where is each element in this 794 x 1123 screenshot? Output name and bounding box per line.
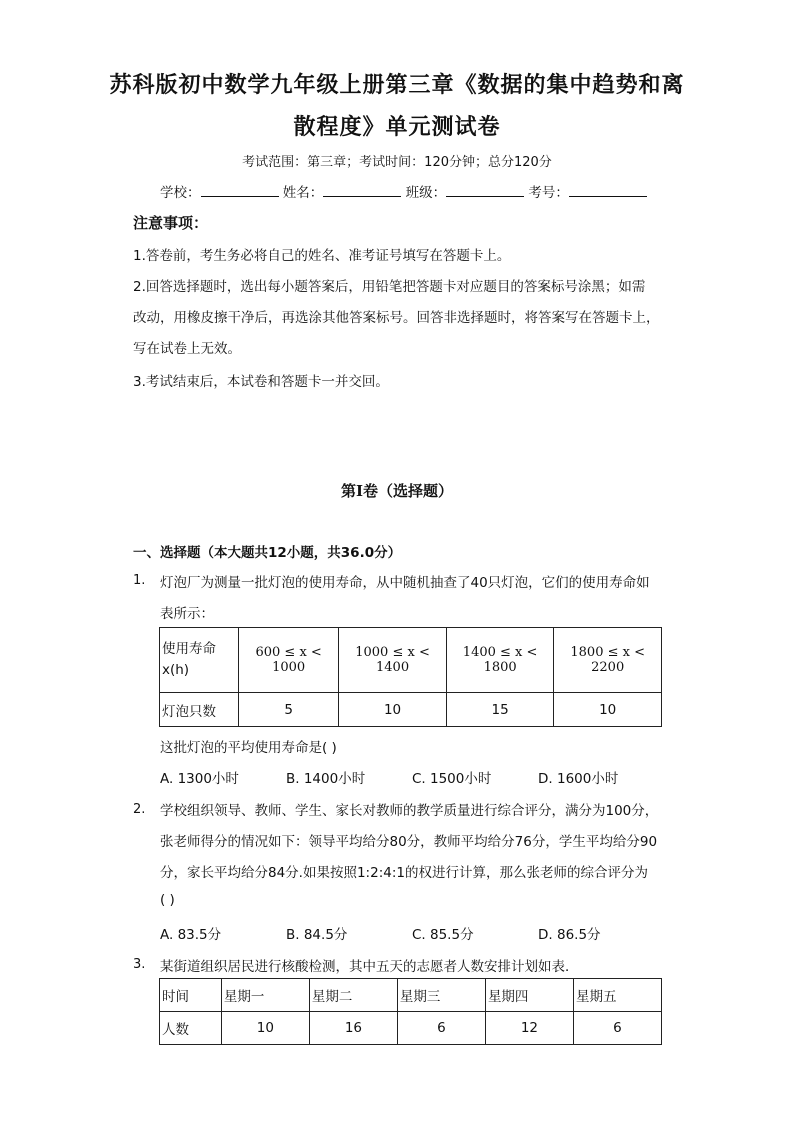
table-header-cell: 星期四 [485,979,573,1012]
exam-info: 考试范围：第三章；考试时间：120分钟；总分120分 [242,155,552,170]
question-2-option-a[interactable]: A. 83.5分 [160,927,222,943]
table-count-cell: 5 [239,693,339,727]
table-header-cell: 星期一 [221,979,309,1012]
question-1-line1: 灯泡厂为测量一批灯泡的使用寿命，从中随机抽查了40只灯泡，它们的使用寿命如 [160,575,650,591]
table-range-cell: 600 ≤ x < 1000 [239,628,339,693]
notice-item-2-line2: 改动，用橡皮擦干净后，再选涂其他答案标号。回答非选择题时，将答案写在答题卡上， [133,310,660,326]
field-id-label: 考号： [528,185,569,201]
field-school-blank[interactable] [201,182,279,197]
question-1-table [159,627,662,727]
document-title-line1: 苏科版初中数学九年级上册第三章《数据的集中趋势和离 [109,72,685,98]
field-name-label: 姓名： [282,185,324,201]
notice-item-3: 3.考试结束后，本试卷和答题卡一并交回。 [133,374,389,390]
part-title: 第I卷（选择题） [340,482,454,500]
question-1-line2: 表所示： [160,606,214,622]
question-2-option-d[interactable]: D. 86.5分 [538,927,601,943]
table-value-cell: 6 [397,1012,485,1045]
table-header-cell: 星期二 [309,979,397,1012]
document-title-line2: 散程度》单元测试卷 [293,114,501,140]
question-1-option-c[interactable]: C. 1500小时 [412,771,492,787]
question-3-table [159,978,662,1045]
field-id-blank[interactable] [569,182,647,197]
question-1-option-b[interactable]: B. 1400小时 [286,771,366,787]
table-value-cell: 16 [309,1012,397,1045]
table-value-cell: 12 [485,1012,573,1045]
table-range-cell: 1000 ≤ x < 1400 [339,628,447,693]
notice-item-1: 1.答卷前，考生务必将自己的姓名、准考证号填写在答题卡上。 [133,248,511,264]
question-3-number: 3. [133,957,146,972]
table-count-cell: 10 [339,693,447,727]
question-2-line1: 学校组织领导、教师、学生、家长对教师的教学质量进行综合评分，满分为100分， [160,803,659,819]
table-row-label: 灯泡只数 [160,693,239,727]
table-header-cell: 时间 [160,979,222,1012]
question-1-prompt: 这批灯泡的平均使用寿命是( ) [160,740,337,756]
table-row-label: 人数 [160,1012,222,1045]
table-value-cell: 10 [221,1012,309,1045]
notice-heading: 注意事项： [133,214,209,232]
table-header-label: 使用寿命x(h) [160,628,239,693]
question-3-text: 某街道组织居民进行核酸检测，其中五天的志愿者人数安排计划如表． [160,959,579,975]
question-1-option-a[interactable]: A. 1300小时 [160,771,239,787]
question-1-option-d[interactable]: D. 1600小时 [538,771,619,787]
field-class-blank[interactable] [446,182,524,197]
student-info-fields [160,181,647,201]
question-2-line2: 张老师得分的情况如下：领导平均给分80分，教师平均给分76分，学生平均给分90 [160,834,658,850]
question-2-option-c[interactable]: C. 85.5分 [412,927,474,943]
table-range-cell: 1400 ≤ x < 1800 [446,628,554,693]
table-value-cell: 6 [573,1012,661,1045]
table-count-cell: 10 [554,693,662,727]
question-2-line4: ( ) [160,892,175,908]
question-2-number: 2. [133,802,146,817]
field-class-label: 班级： [405,185,447,201]
field-school-label: 学校： [160,185,201,201]
notice-item-2-line1: 2.回答选择题时，选出每小题答案后，用铅笔把答题卡对应题目的答案标号涂黑；如需 [133,279,646,295]
question-1-number: 1. [133,573,146,588]
table-header-cell: 星期五 [573,979,661,1012]
question-2-line3: 分，家长平均给分84分.如果按照1:2:4:1的权进行计算，那么张老师的综合评分为 [160,865,648,881]
notice-item-2-line3: 写在试卷上无效。 [133,341,241,357]
question-2-option-b[interactable]: B. 84.5分 [286,927,348,943]
table-header-cell: 星期三 [397,979,485,1012]
field-name-blank[interactable] [323,182,401,197]
section-heading: 一、选择题（本大题共12小题，共36.0分） [133,545,402,561]
table-range-cell: 1800 ≤ x < 2200 [554,628,662,693]
table-count-cell: 15 [446,693,554,727]
